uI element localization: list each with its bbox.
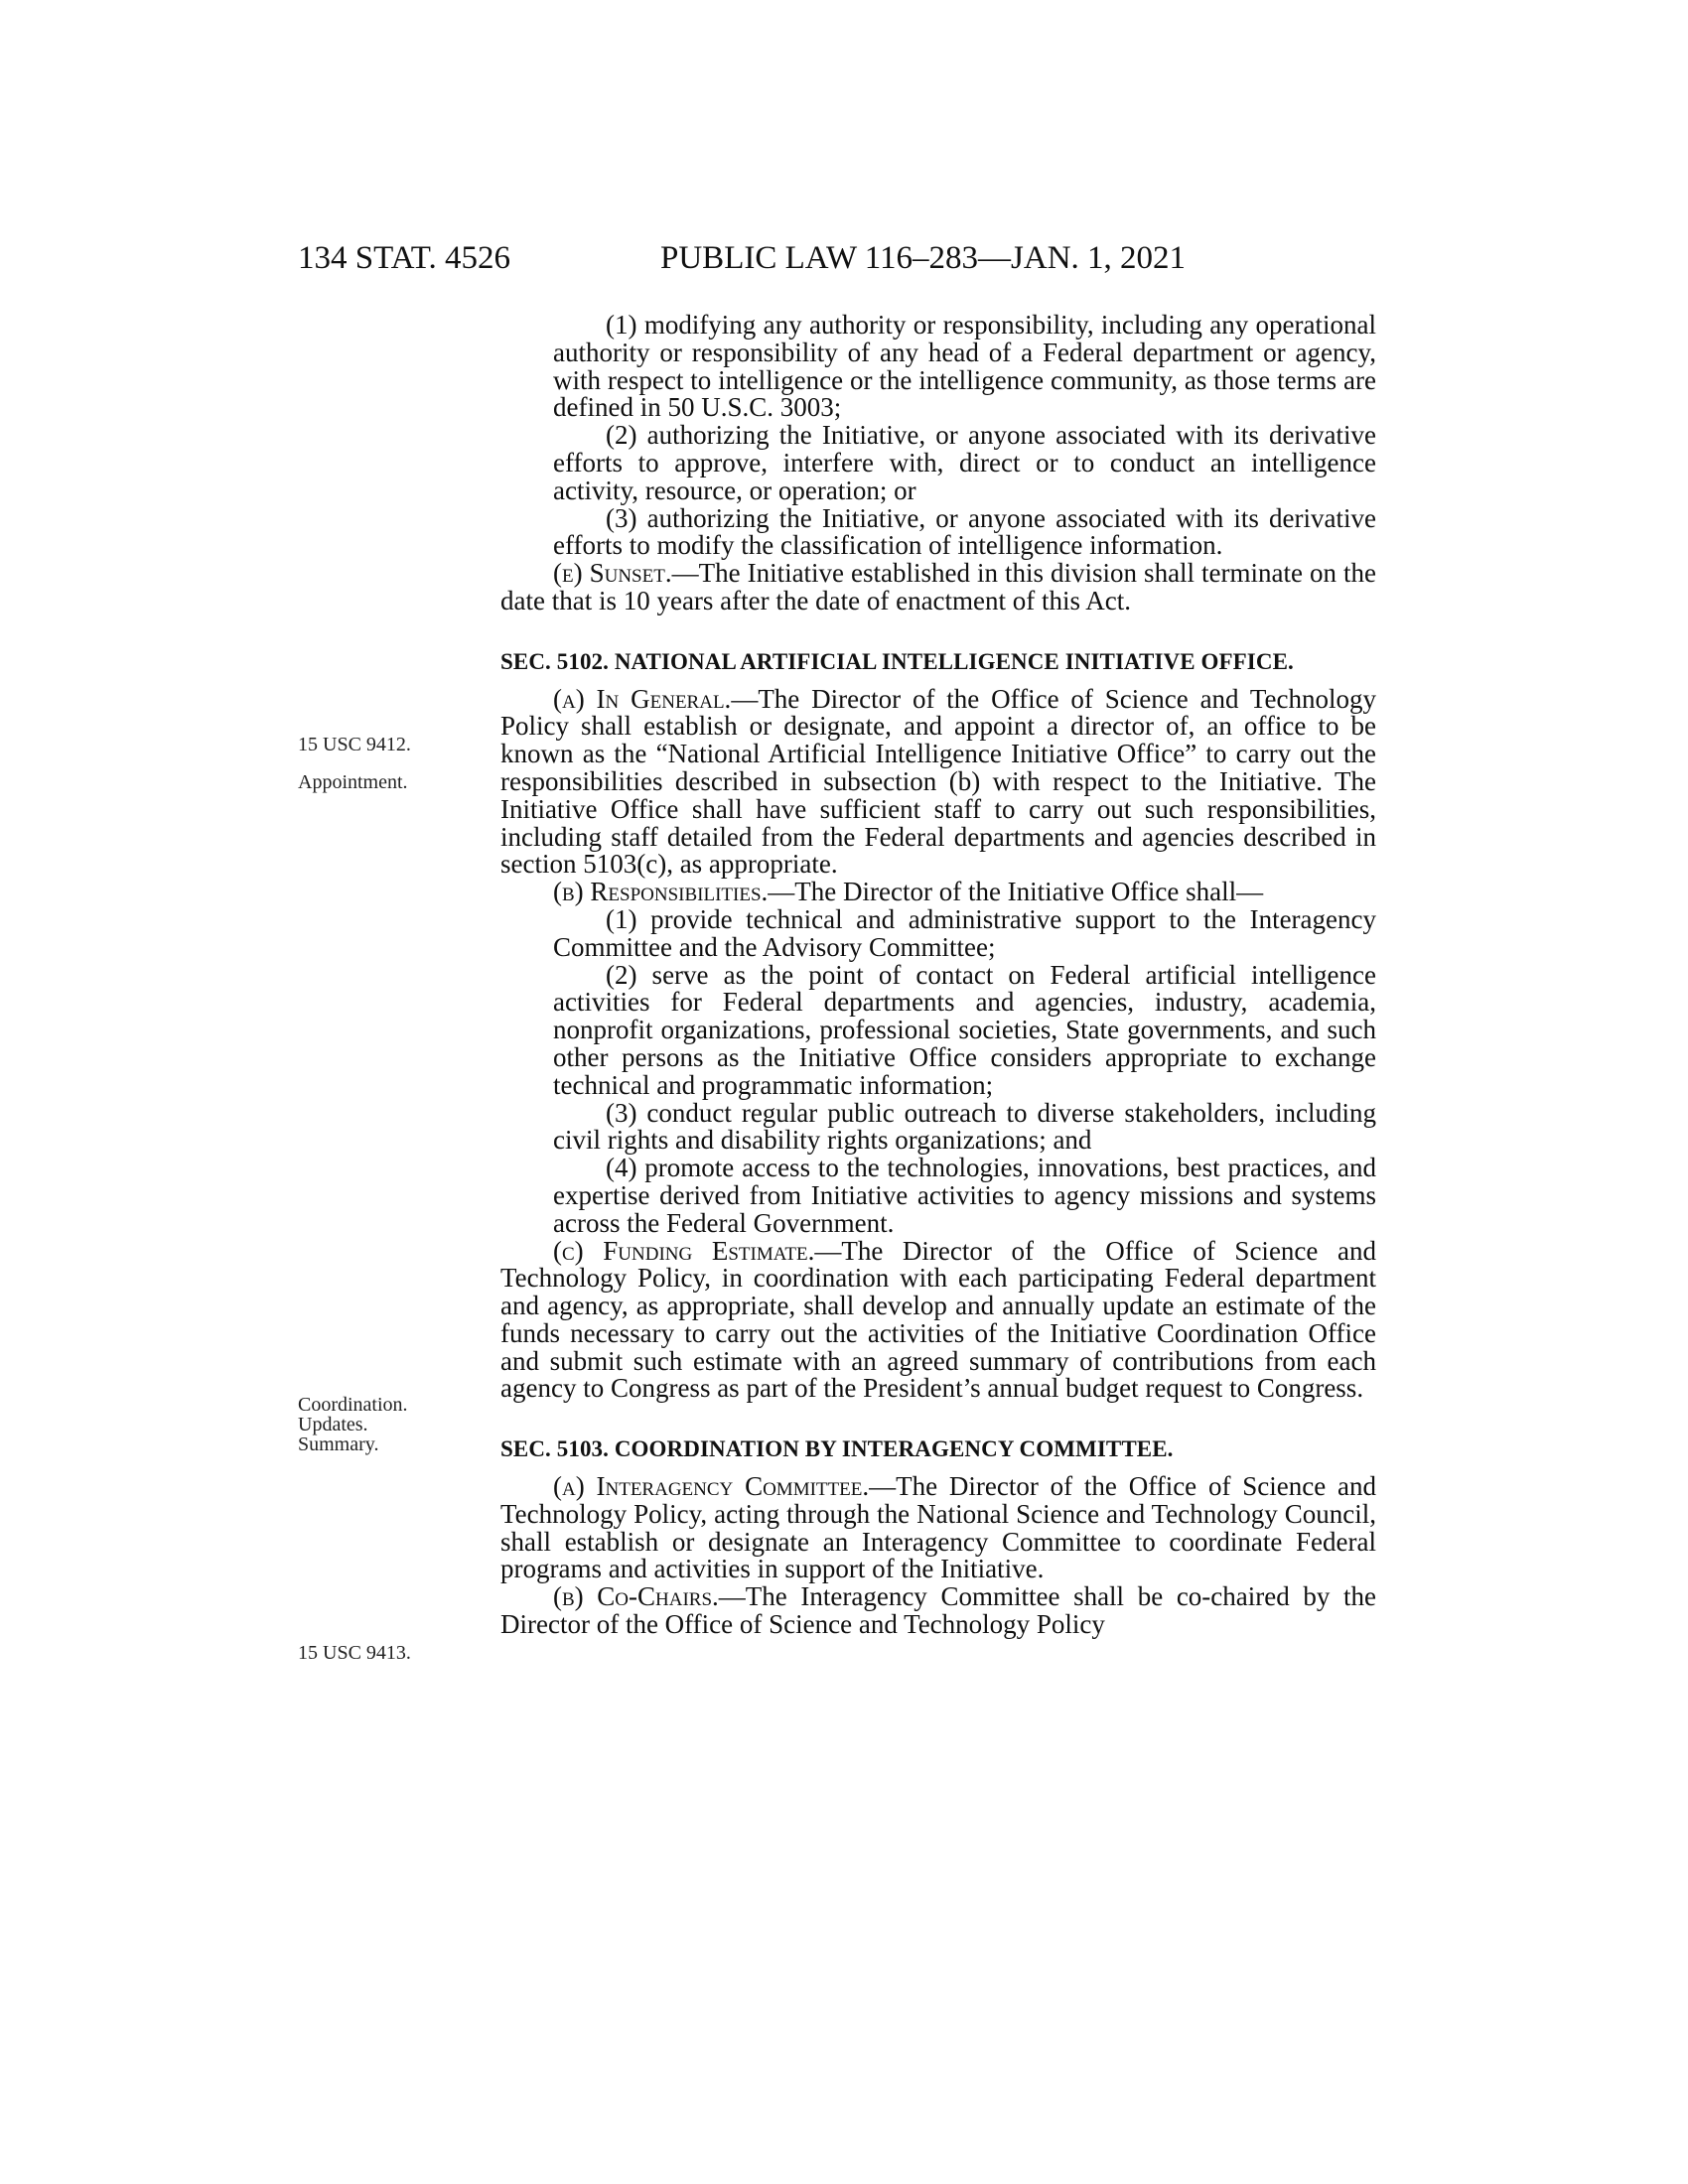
funding-estimate-heading: (c) Funding Estimate. bbox=[553, 1235, 815, 1266]
margin-note-updates: Updates. bbox=[298, 1414, 368, 1435]
paragraph-d1: (1) modifying any authority or responsibility, including any operational authority or responsibility of any head of a Federal department or agency, with respect to intelligence or the intelligence community, as those terms are defined in 50 U.S.C. 3003; bbox=[553, 310, 1376, 423]
paragraph-d3: (3) authorizing the Initiative, or anyone associated with its derivative efforts to modify the classification of intelligence information. bbox=[553, 502, 1376, 561]
interagency-heading: (a) Interagency Committee. bbox=[553, 1471, 870, 1502]
section-5102-title: SEC. 5102. NATIONAL ARTIFICIAL INTELLIGENCE INITIATIVE OFFICE. bbox=[500, 648, 1294, 674]
paragraph-c-funding bbox=[500, 1235, 1376, 1404]
stat-page-number: 134 STAT. 4526 bbox=[298, 240, 511, 276]
cochairs-text: —The Interagency Committee shall be co-chaired by the Director of the Office of Science and Technology Policy bbox=[500, 1581, 1376, 1640]
paragraph-a-general bbox=[500, 683, 1376, 880]
sunset-heading: (e) Sunset. bbox=[553, 558, 672, 589]
margin-note-usc-9413: 15 USC 9413. bbox=[298, 1642, 411, 1664]
body-text bbox=[500, 312, 1376, 1639]
sunset-text: —The Initiative established in this division shall terminate on the date that is 10 years after the date of enactment of this Act. bbox=[500, 558, 1377, 615]
responsibilities-text: —The Director of the Initiative Office shall— bbox=[768, 877, 1264, 907]
paragraph-a-interagency bbox=[500, 1473, 1376, 1583]
cochairs-heading: (b) Co-Chairs. bbox=[553, 1581, 719, 1612]
paragraph-b-responsibilities bbox=[500, 879, 1376, 906]
responsibilities-heading: (b) Responsibilities. bbox=[553, 877, 769, 907]
page-header bbox=[298, 240, 1390, 290]
in-general-text: —The Director of the Office of Science and Technology Policy shall establish or designate, and appoint a director of, an office to be known as the “National Artificial Intelligence Initiative Office” to carry out the responsibilities described in subsection (b) with respect to the Initiative. The Initiative Office shall have sufficient staff to carry out such responsibilities, including staff detailed from the Federal departments and agencies described in section 5103(c), as appropriate. bbox=[500, 683, 1376, 880]
margin-note-coordination: Coordination. bbox=[298, 1394, 408, 1416]
paragraph-b4: (4) promote access to the technologies, innovations, best practices, and expertise derived from Initiative activities to agency missions and systems across the Federal Government. bbox=[553, 1153, 1376, 1238]
paragraph-b2: (2) serve as the point of contact on Federal artificial intelligence activities for Federal departments and agencies, industry, academia, nonprofit organizations, professional societies, State governments, and such other persons as the Initiative Office considers appropriate to exchange technical and programmatic information; bbox=[553, 959, 1376, 1100]
paragraph-e-sunset bbox=[500, 560, 1376, 615]
margin-note-summary: Summary. bbox=[298, 1433, 379, 1455]
section-5103-title: SEC. 5103. COORDINATION BY INTERAGENCY COMMITTEE. bbox=[500, 1436, 1174, 1462]
margin-note-appointment: Appointment. bbox=[298, 771, 408, 793]
paragraph-b-cochairs bbox=[500, 1583, 1376, 1639]
margin-note-usc-9412: 15 USC 9412. bbox=[298, 734, 411, 755]
paragraph-b3: (3) conduct regular public outreach to diverse stakeholders, including civil rights and disability rights organizations; and bbox=[553, 1097, 1376, 1156]
interagency-text: —The Director of the Office of Science and Technology Policy, acting through the National Science and Technology Council, shall establish or designate an Interagency Committee to coordinate Federal programs and activities in support of the Initiative. bbox=[500, 1471, 1377, 1584]
funding-estimate-text: —The Director of the Office of Science and Technology Policy, in coordination with each participating Federal department and agency, as appropriate, shall develop and annually update an estimate of the funds necessary to carry out the activities of the Initiative Coordination Office and submit such estimate with an agreed summary of contributions from each agency to Congress as part of the President’s annual budget request to Congress. bbox=[500, 1235, 1376, 1404]
paragraph-b1: (1) provide technical and administrative support to the Interagency Committee and the Advisory Committee; bbox=[553, 903, 1376, 962]
paragraph-d2: (2) authorizing the Initiative, or anyone associated with its derivative efforts to approve, interfere with, direct or to conduct an intelligence activity, resource, or operation; or bbox=[553, 420, 1376, 505]
in-general-heading: (a) In General. bbox=[553, 683, 732, 714]
law-title: PUBLIC LAW 116–283—JAN. 1, 2021 bbox=[660, 240, 1187, 276]
